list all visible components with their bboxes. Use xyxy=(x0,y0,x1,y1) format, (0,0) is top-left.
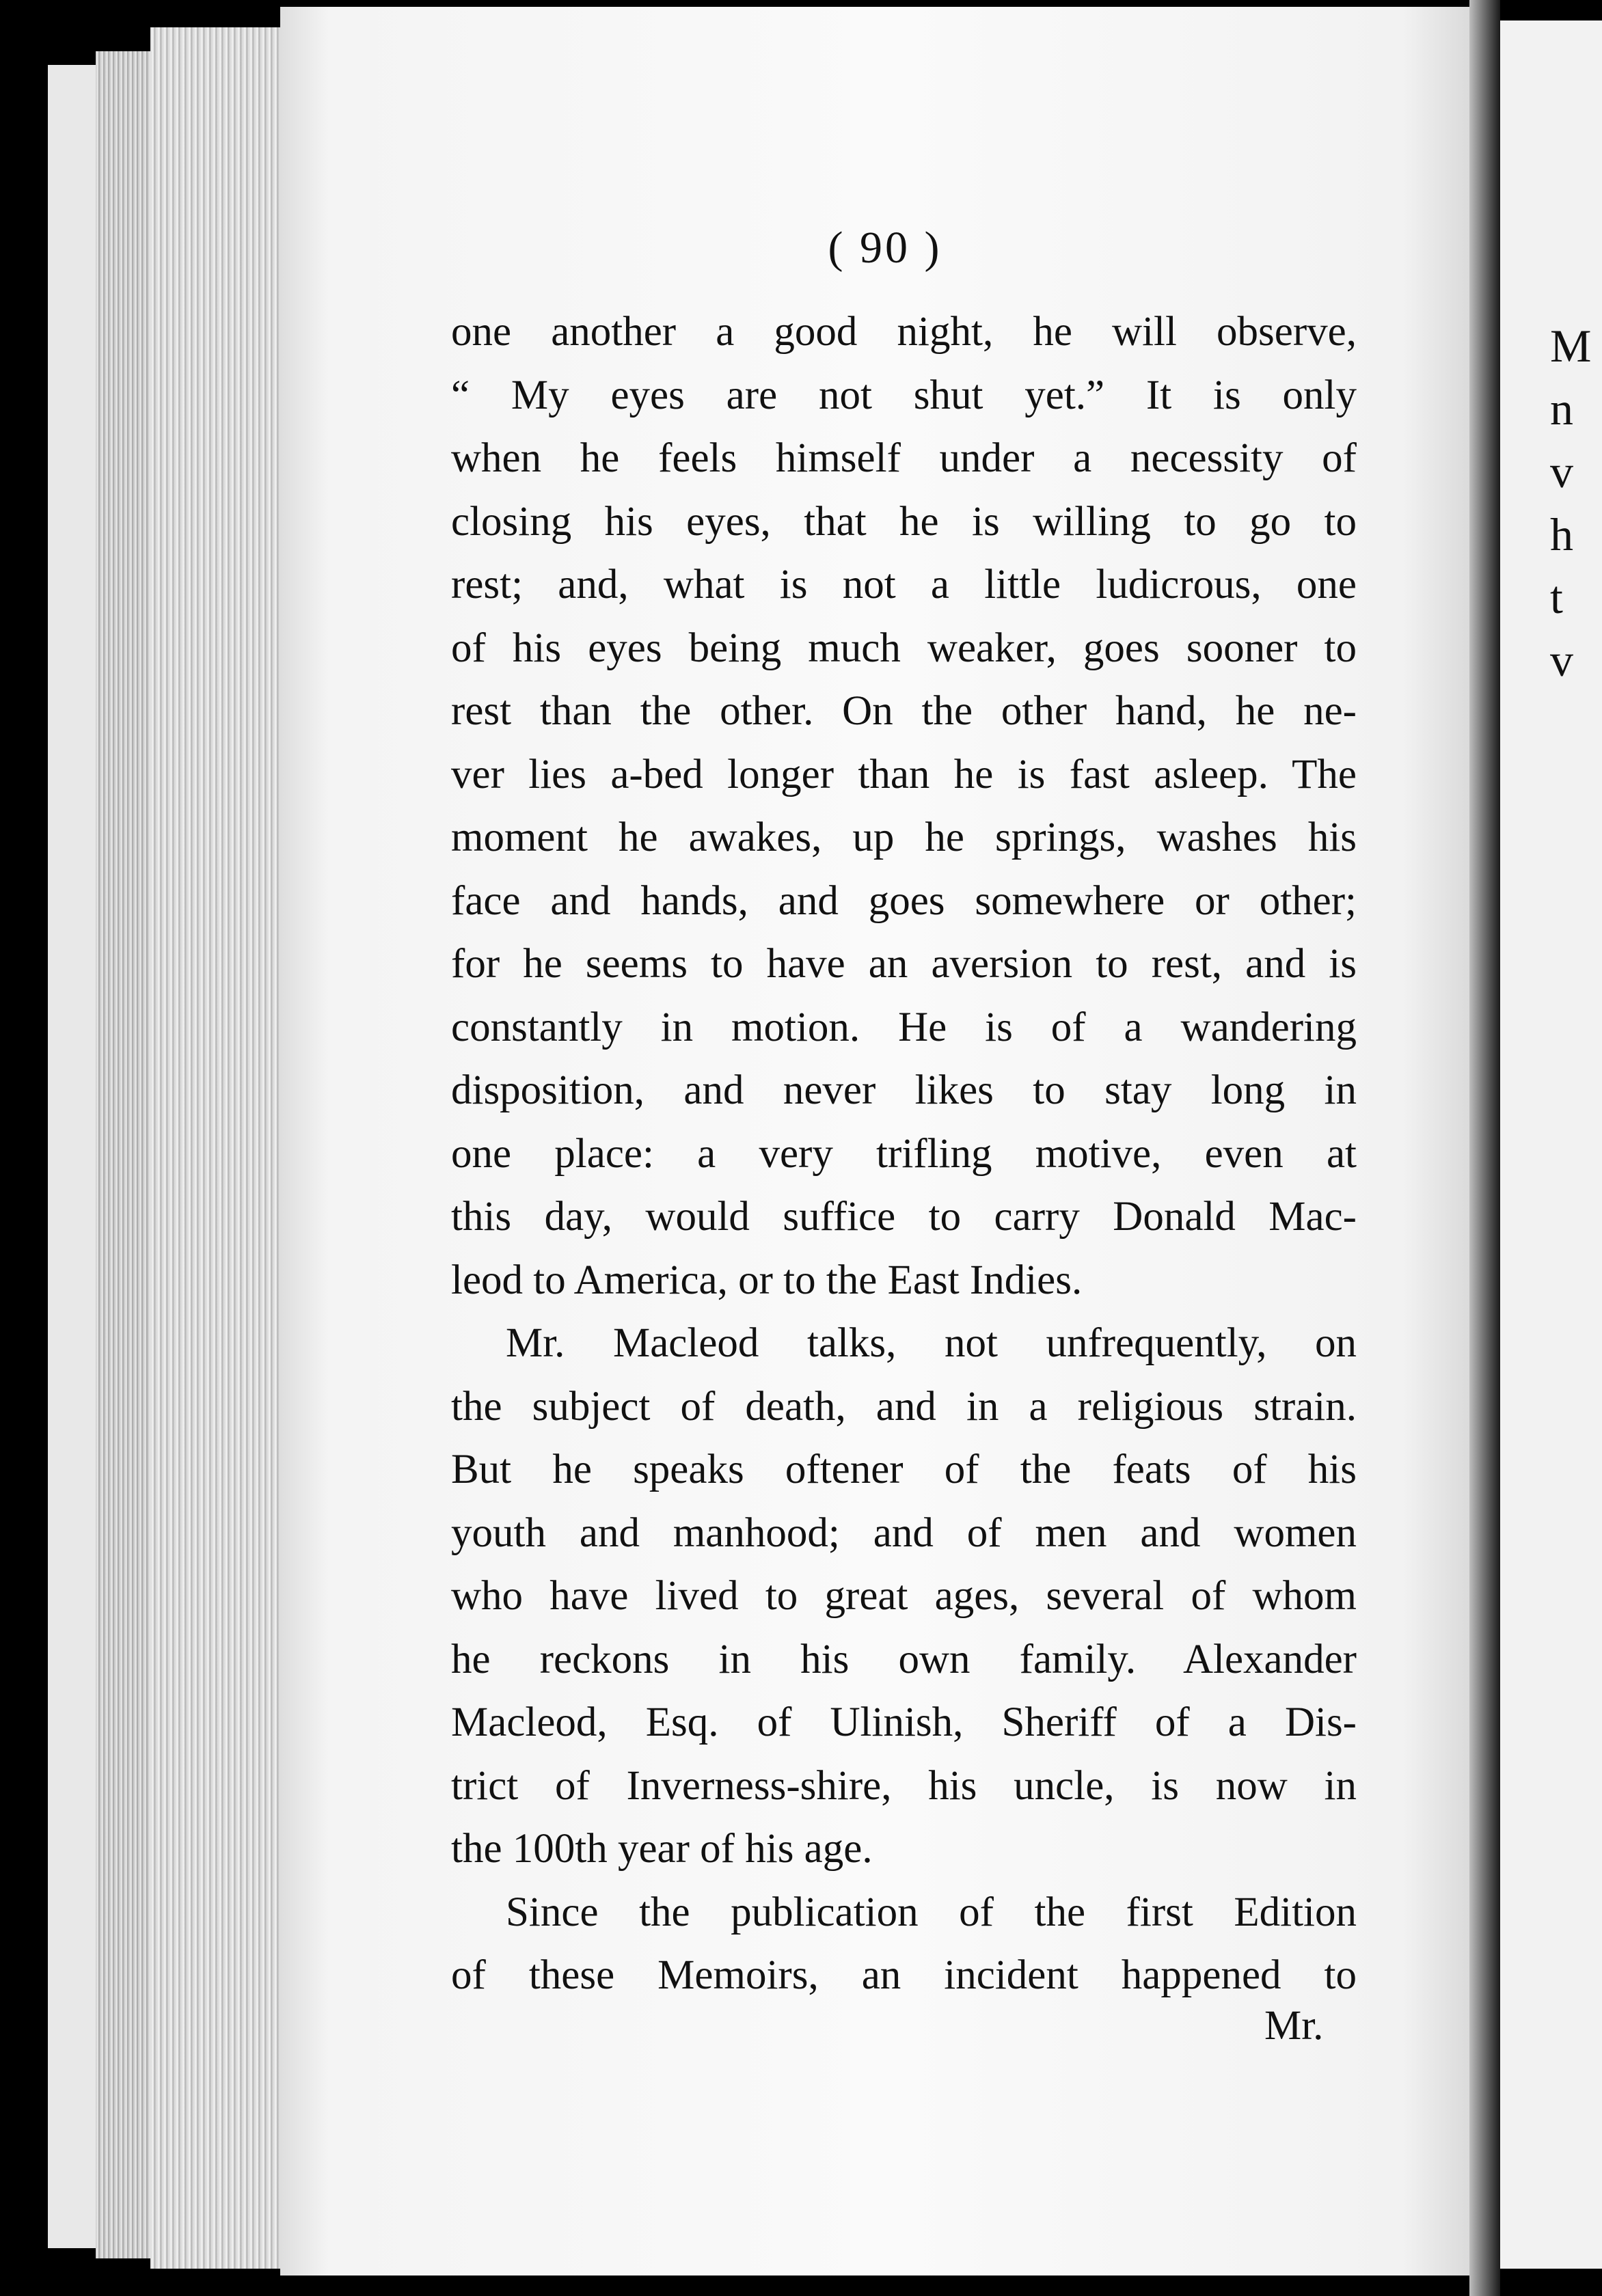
text-line: for he seems to have an aversion to rest, and is xyxy=(451,941,1357,987)
text-line: one another a good night, he will observe, xyxy=(451,309,1357,355)
text-line: Since the publication of the first Edition xyxy=(506,1889,1357,1935)
page-edge-stack-inner xyxy=(150,27,282,2269)
facing-letter: n xyxy=(1550,383,1573,435)
facing-page-text xyxy=(1550,314,1602,692)
text-line: the 100th year of his age. xyxy=(451,1826,873,1872)
facing-letter: t xyxy=(1550,571,1563,623)
text-line: rest than the other. On the other hand, he ne- xyxy=(451,688,1357,734)
facing-letter: v xyxy=(1550,634,1573,686)
text-line: one place: a very trifling motive, even at xyxy=(451,1130,1357,1177)
catchword: Mr. xyxy=(1264,2003,1324,2049)
text-line: closing his eyes, that he is willing to go to xyxy=(451,498,1357,545)
text-line: leod to America, or to the East Indies. xyxy=(451,1257,1083,1303)
text-line: disposition, and never likes to stay long in xyxy=(451,1067,1357,1113)
text-line: constantly in motion. He is of a wandering xyxy=(451,1004,1357,1050)
text-line: moment he awakes, up he springs, washes his xyxy=(451,815,1357,860)
text-line: when he feels himself under a necessity of xyxy=(451,435,1357,481)
text-line: ver lies a-bed longer than he is fast asleep. The xyxy=(451,751,1357,797)
text-line: face and hands, and goes somewhere or other; xyxy=(451,877,1357,924)
book-gutter xyxy=(1469,0,1500,2296)
text-line: youth and manhood; and of men and women xyxy=(451,1509,1357,1556)
text-line: Macleod, Esq. of Ulinish, Sheriff of a Dis- xyxy=(451,1699,1357,1745)
text-line: But he speaks oftener of the feats of his xyxy=(451,1447,1357,1492)
text-line: the subject of death, and in a religious strain. xyxy=(451,1383,1357,1430)
text-line: he reckons in his own family. Alexander xyxy=(451,1636,1357,1682)
page-edge-stack xyxy=(96,51,152,2258)
facing-letter: h xyxy=(1550,508,1573,560)
text-line: of these Memoirs, an incident happened to xyxy=(451,1952,1357,1998)
page-edge-outer xyxy=(48,65,98,2248)
facing-letter: v xyxy=(1550,446,1573,497)
text-line: of his eyes being much weaker, goes sooner to xyxy=(451,625,1357,671)
page-number: ( 90 ) xyxy=(828,223,942,273)
text-line: who have lived to great ages, several of whom xyxy=(451,1573,1357,1619)
facing-letter: M xyxy=(1550,320,1592,372)
text-line: Mr. Macleod talks, not unfrequently, on xyxy=(506,1320,1357,1366)
body-text xyxy=(451,301,1357,2008)
text-line: this day, would suffice to carry Donald Mac- xyxy=(451,1194,1357,1240)
text-line: rest; and, what is not a little ludicrous, one xyxy=(451,562,1357,607)
text-line: trict of Inverness-shire, his uncle, is now in xyxy=(451,1762,1357,1809)
text-line: “ My eyes are not shut yet.” It is only xyxy=(451,372,1357,418)
